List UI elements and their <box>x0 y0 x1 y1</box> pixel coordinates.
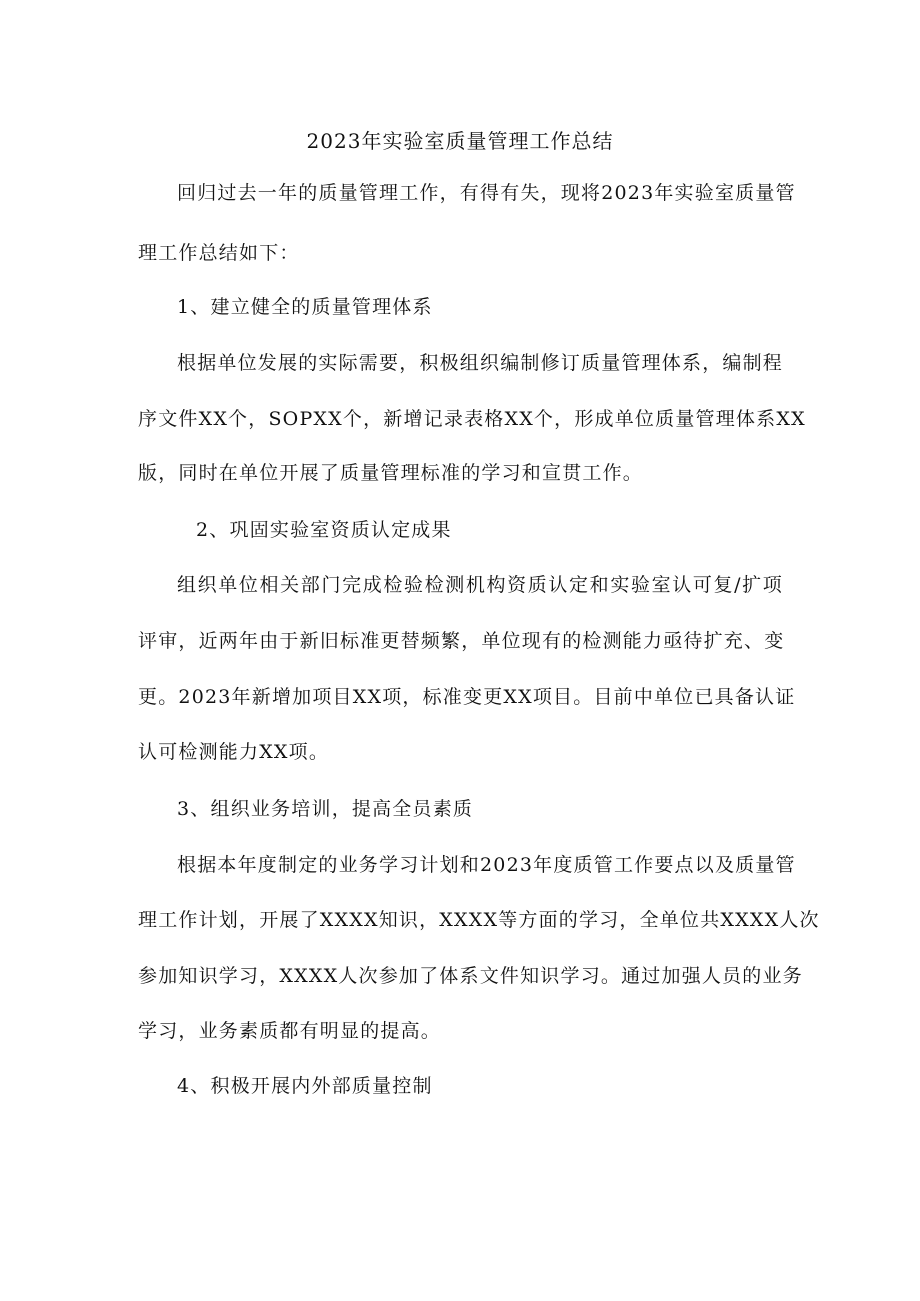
section-heading: 1、建立健全的质量管理体系 <box>177 296 433 318</box>
section-heading: 3、组织业务培训，提高全员素质 <box>177 798 474 820</box>
intro-line: 理工作总结如下： <box>138 242 300 264</box>
paragraph-line: 序文件XX个，SOPXX个，新增记录表格XX个，形成单位质量管理体系XX <box>138 408 806 430</box>
paragraph-line: 更。2023年新增加项目XX项，标准变更XX项目。目前中单位已具备认证 <box>138 686 796 708</box>
paragraph-line: 版，同时在单位开展了质量管理标准的学习和宣贯工作。 <box>138 462 644 484</box>
paragraph-line: 学习，业务素质都有明显的提高。 <box>138 1020 442 1042</box>
paragraph-line: 评审，近两年由于新旧标准更替频繁，单位现有的检测能力亟待扩充、变 <box>138 630 785 652</box>
intro-line: 回归过去一年的质量管理工作，有得有失，现将2023年实验室质量管 <box>177 182 796 204</box>
paragraph-line: 根据本年度制定的业务学习计划和2023年度质管工作要点以及质量管 <box>177 854 796 876</box>
paragraph-line: 参加知识学习，XXXX人次参加了体系文件知识学习。通过加强人员的业务 <box>138 965 803 987</box>
section-heading: 2、巩固实验室资质认定成果 <box>196 519 452 541</box>
paragraph-line: 理工作计划，开展了XXXX知识，XXXX等方面的学习，全单位共XXXX人次 <box>138 909 820 931</box>
document-title: 2023年实验室质量管理工作总结 <box>306 129 614 153</box>
paragraph-line: 根据单位发展的实际需要，积极组织编制修订质量管理体系，编制程 <box>177 352 784 374</box>
section-heading: 4、积极开展内外部质量控制 <box>177 1075 433 1097</box>
paragraph-line: 组织单位相关部门完成检验检测机构资质认定和实验室认可复/扩项 <box>177 574 783 596</box>
paragraph-line: 认可检测能力XX项。 <box>138 741 330 763</box>
